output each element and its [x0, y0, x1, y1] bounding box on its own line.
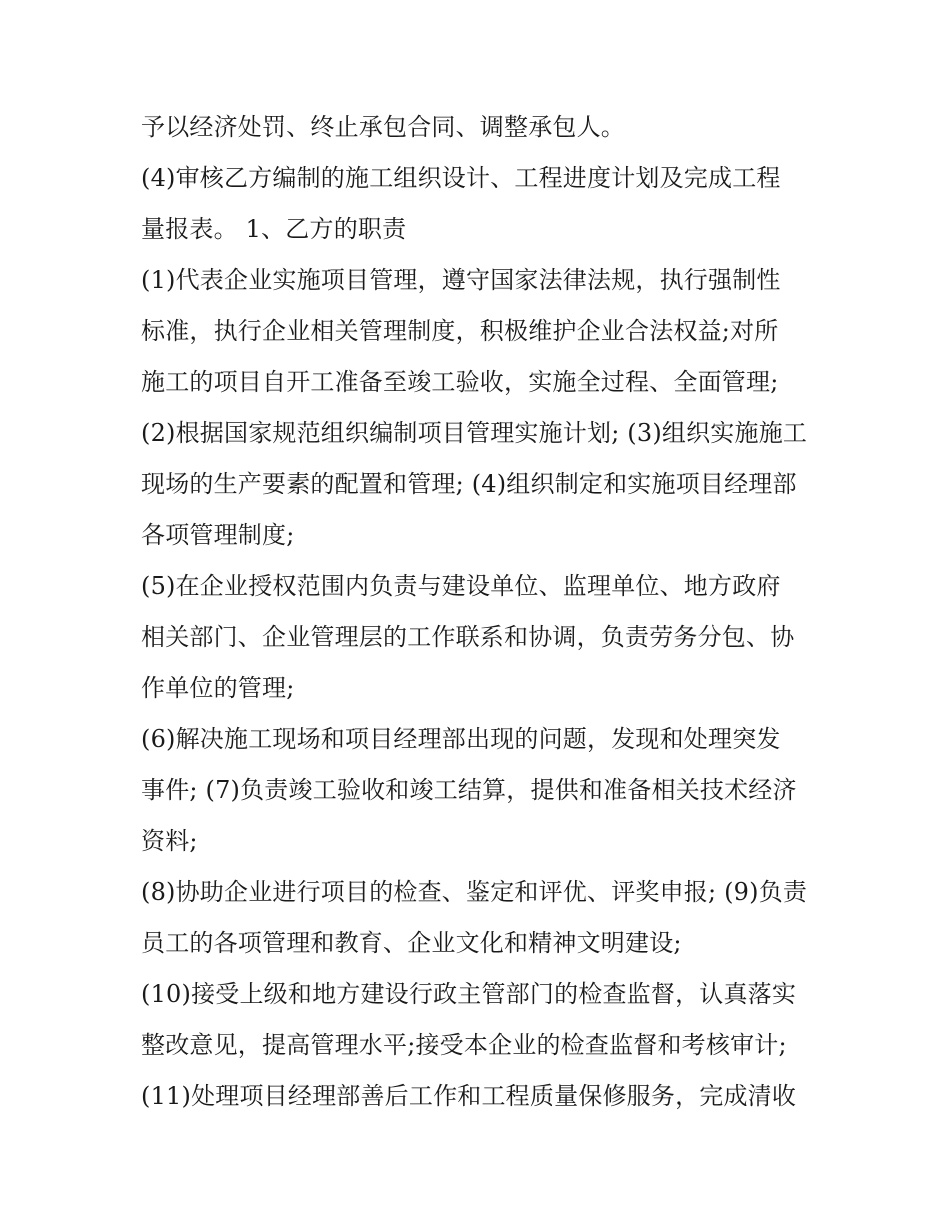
text-line: (8)协助企业进行项目的检查、鉴定和评优、评奖申报; (9)负责 [141, 878, 808, 906]
text-line: 各项管理制度; [141, 521, 295, 549]
text-line: (2)根据国家规范组织编制项目管理实施计划; (3)组织实施施工 [141, 419, 808, 447]
text-line: 施工的项目自开工准备至竣工验收，实施全过程、全面管理; [141, 368, 779, 396]
text-line: (10)接受上级和地方建设行政主管部门的检查监督，认真落实 [141, 980, 797, 1008]
text-line: 整改意见，提高管理水平;接受本企业的检查监督和考核审计; [141, 1031, 787, 1059]
text-line: 作单位的管理; [141, 674, 295, 702]
text-line: (6)解决施工现场和项目经理部出现的问题，发现和处理突发 [141, 725, 781, 753]
text-line: 现场的生产要素的配置和管理; (4)组织制定和实施项目经理部 [141, 470, 797, 498]
text-line: (4)审核乙方编制的施工组织设计、工程进度计划及完成工程 [141, 164, 781, 192]
text-line: 相关部门、企业管理层的工作联系和协调，负责劳务分包、协 [141, 623, 795, 651]
text-line: (1)代表企业实施项目管理，遵守国家法律法规，执行强制性 [141, 266, 781, 294]
text-line: 事件; (7)负责竣工验收和竣工结算，提供和准备相关技术经济 [141, 776, 797, 804]
text-line: (11)处理项目经理部善后工作和工程质量保修服务，完成清收 [141, 1082, 797, 1110]
text-line: 员工的各项管理和教育、企业文化和精神文明建设; [141, 929, 682, 957]
text-line: 量报表。 1、乙方的职责 [141, 215, 407, 243]
body-text [141, 102, 831, 1122]
text-line: (5)在企业授权范围内负责与建设单位、监理单位、地方政府 [141, 572, 781, 600]
text-line: 予以经济处罚、终止承包合同、调整承包人。 [141, 113, 625, 141]
text-line: 标准，执行企业相关管理制度，积极维护企业合法权益;对所 [141, 317, 779, 345]
text-line: 资料; [141, 827, 198, 855]
